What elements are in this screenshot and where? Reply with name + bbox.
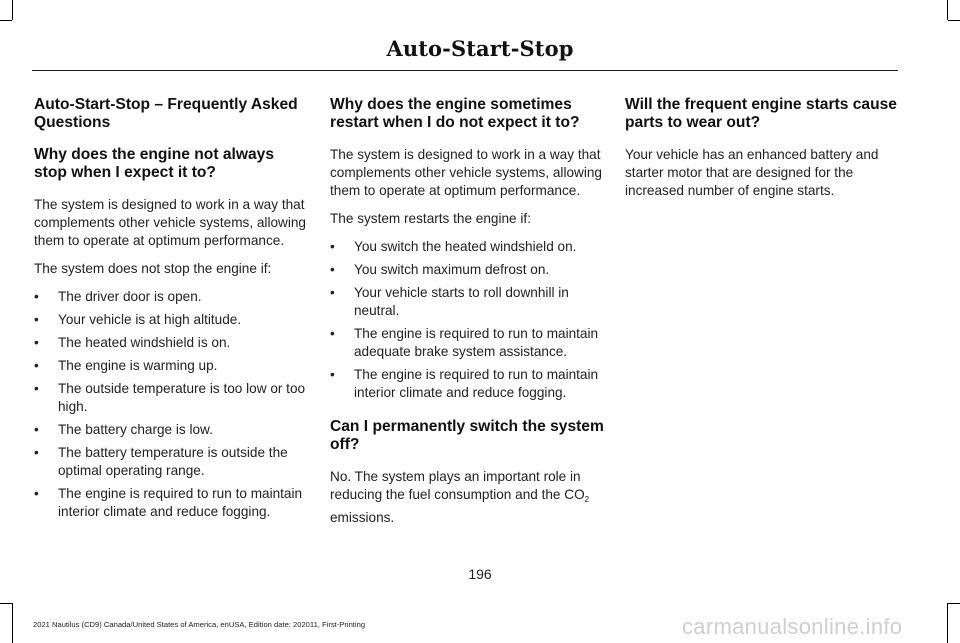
question-heading-wear-out: Will the frequent engine starts cause parts to wear out? (625, 96, 897, 131)
column-middle (330, 96, 606, 537)
list-item: • The battery charge is low. (34, 421, 310, 439)
paragraph-restart-intro: The system restarts the engine if: (330, 211, 531, 226)
list-item: • The battery temperature is outside the optimal operating range. (34, 444, 310, 480)
section-heading-faq: Auto-Start-Stop – Frequently Asked Questions (34, 96, 298, 131)
crop-mark-top-left-horizontal (0, 20, 12, 21)
page-title: Auto-Start-Stop (386, 36, 574, 61)
list-item: • Your vehicle starts to roll downhill in neutral. (330, 284, 606, 320)
list-item: • The engine is required to run to maintain interior climate and reduce fogging. (34, 485, 310, 521)
list-item: • The engine is required to run to maintain interior climate and reduce fogging. (330, 366, 606, 402)
list-item: • The engine is warming up. (34, 357, 310, 375)
list-item: • The driver door is open. (34, 288, 310, 306)
answer-text: No. The system plays an important role in reducing the fuel consumption and the CO (330, 469, 585, 502)
list-item: • Your vehicle is at high altitude. (34, 311, 310, 329)
list-item: • You switch maximum defrost on. (330, 261, 606, 279)
list-item: • You switch the heated windshield on. (330, 238, 606, 256)
paragraph-system-design: The system is designed to work in a way that complements other vehicle systems, allowing them to operate at optimum performance. (34, 197, 306, 248)
question-heading-engine-restart: Why does the engine sometimes restart when I do not expect it to? (330, 96, 580, 131)
crop-mark-top-right-horizontal (948, 20, 960, 21)
edition-footer: 2021 Nautilus (CD9) Canada/United States of America, enUSA, Edition date: 202011, First-Printing (33, 620, 366, 629)
crop-mark-bottom-left-horizontal (0, 603, 12, 604)
paragraph-system-design: The system is designed to work in a way that complements other vehicle systems, allowing them to operate at optimum performance. (330, 147, 602, 198)
bullet-list-restart (330, 238, 606, 402)
page-number: 196 (468, 566, 492, 582)
co2-subscript: 2 (584, 495, 590, 504)
column-left (34, 96, 310, 531)
paragraph-not-stop-intro: The system does not stop the engine if: (34, 261, 272, 276)
list-item: • The engine is required to run to maintain adequate brake system assistance. (330, 325, 606, 361)
question-heading-switch-off: Can I permanently switch the system off? (330, 418, 604, 453)
crop-mark-bottom-right-horizontal (948, 603, 960, 604)
list-item: • The outside temperature is too low or too high. (34, 380, 310, 416)
list-item: • The heated windshield is on. (34, 334, 310, 352)
answer-text-end: emissions. (330, 510, 395, 525)
paragraph-switch-off-answer (330, 468, 606, 527)
question-heading-engine-not-stop: Why does the engine not always stop when I expect it to? (34, 146, 275, 181)
header-divider (32, 70, 898, 71)
crop-mark-top-right-vertical (947, 0, 948, 20)
column-right (625, 96, 901, 210)
crop-mark-top-left-vertical (12, 0, 13, 20)
crop-mark-bottom-left-vertical (12, 603, 13, 643)
bullet-list-not-stop (34, 288, 310, 521)
watermark: carmanualsonline.info (682, 614, 903, 639)
crop-mark-bottom-right-vertical (947, 603, 948, 643)
paragraph-wear-out-answer: Your vehicle has an enhanced battery and starter motor that are designed for the increased number of engine starts. (625, 147, 879, 198)
